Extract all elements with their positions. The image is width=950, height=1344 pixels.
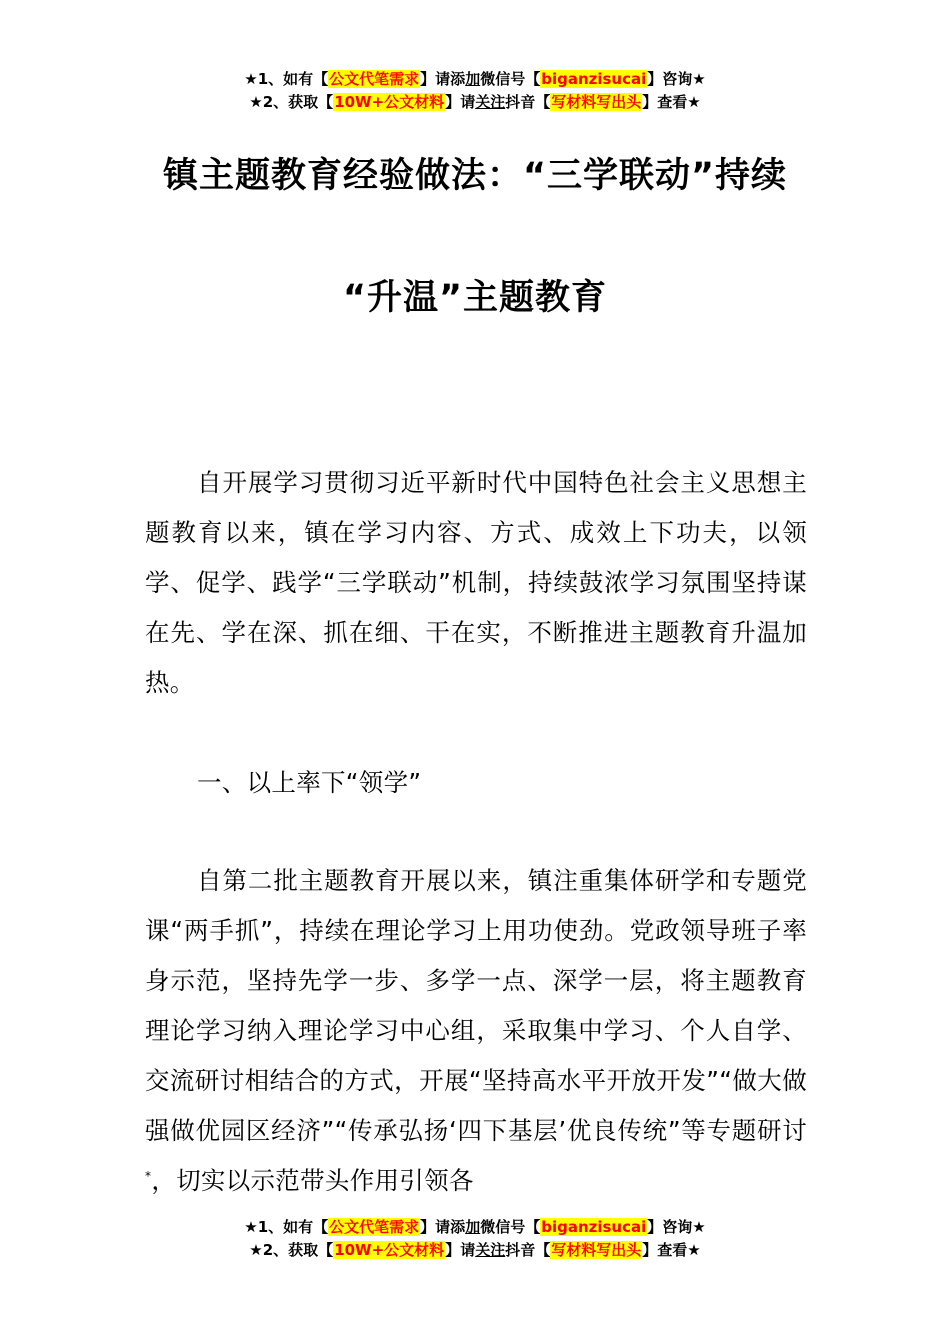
promo-underline: 关注 <box>475 1241 506 1259</box>
promo-text: 】请 <box>445 93 476 111</box>
document-title-line-1: 镇主题教育经验做法：“三学联动”持续 <box>162 156 787 196</box>
promo-banner-top <box>0 68 950 114</box>
promo-text: 】咨询★ <box>647 1218 706 1236</box>
promo-highlight: 写材料写出头 <box>551 1241 642 1259</box>
promo-highlight: 公文代笔需求 <box>329 70 420 88</box>
promo-line-1 <box>0 68 950 91</box>
promo-underline: 加 <box>465 1218 481 1236</box>
document-title-line-2: “升温”主题教育 <box>342 278 607 318</box>
promo-highlight: biganzisucai <box>541 70 647 88</box>
promo-text: 】咨询★ <box>647 70 706 88</box>
promo-text: 微信号【 <box>480 70 541 88</box>
promo-text: ★2、获取【 <box>249 1241 334 1259</box>
promo-text: 】查看★ <box>642 1241 701 1259</box>
promo-text: 】请添 <box>420 70 466 88</box>
promo-text: 抖音【 <box>505 93 551 111</box>
promo-highlight: biganzisucai <box>541 1218 647 1236</box>
promo-text: ★1、如有【 <box>244 70 329 88</box>
promo-highlight: 写材料写出头 <box>551 93 642 111</box>
promo-underline: 关注 <box>475 93 506 111</box>
promo-highlight: 10W+公文材料 <box>334 1241 445 1259</box>
paragraph-text: ，切实以示范带头作用引领各 <box>151 1166 474 1195</box>
paragraph-intro: 自开展学习贯彻习近平新时代中国特色社会主义思想主题教育以来，镇在学习内容、方式、成效上下功夫，以领学、促学、践学“三学联动”机制，持续鼓浓学习氛围坚持谋在先、学在深、抓在细、干在实，不断推进主题教育升温加热。 <box>145 468 807 697</box>
promo-underline: 加 <box>465 70 481 88</box>
paragraph-text: 自第二批主题教育开展以来，镇注重集体研学和专题党课“两手抓”，持续在理论学习上用功使劲。党政领导班子率身示范，坚持先学一步、多学一点、深学一层，将主题教育理论学习纳入理论学习中心组，采取集中学习、个人自学、交流研讨相结合的方式，开展“坚持高水平开放开发”“做大做强做优园区经济”“传承弘扬‘四下基层’优良传统”等专题研讨 <box>145 866 807 1145</box>
footnote-marker: * <box>145 1168 152 1183</box>
promo-line-1 <box>0 1216 950 1239</box>
promo-banner-bottom <box>0 1216 950 1262</box>
promo-text: 】请添 <box>420 1218 466 1236</box>
promo-text: 抖音【 <box>505 1241 551 1259</box>
promo-text: 】请 <box>445 1241 476 1259</box>
promo-text: 】查看★ <box>642 93 701 111</box>
promo-highlight: 公文代笔需求 <box>329 1218 420 1236</box>
section-heading-1: 一、以上率下“领学” <box>197 768 422 797</box>
promo-line-2 <box>0 1239 950 1262</box>
promo-text: ★2、获取【 <box>249 93 334 111</box>
paragraph-section-1 <box>145 856 807 1206</box>
promo-highlight: 10W+公文材料 <box>334 93 445 111</box>
promo-line-2 <box>0 91 950 114</box>
promo-text: 微信号【 <box>480 1218 541 1236</box>
promo-text: ★1、如有【 <box>244 1218 329 1236</box>
